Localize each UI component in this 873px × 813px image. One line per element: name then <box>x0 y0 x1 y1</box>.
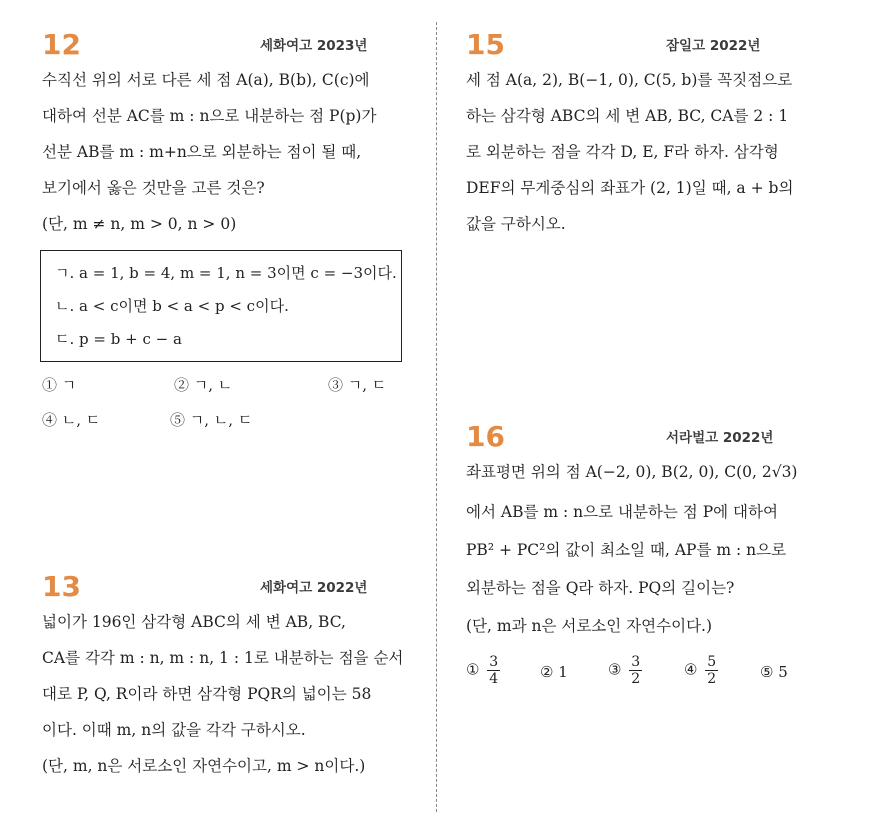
choice-fraction <box>487 654 500 687</box>
problem-number: 13 <box>42 570 81 603</box>
problem-text-line: PB² + PC²의 값이 최소일 때, AP를 m : n으로 <box>466 541 787 559</box>
problem-source: 세화여고 2023년 <box>260 38 368 54</box>
answer-choice[interactable]: ④ ㄴ, ㄷ <box>42 411 101 429</box>
answer-choice[interactable]: ② ㄱ, ㄴ <box>174 376 233 394</box>
choice-mark: ⑤ <box>760 663 774 681</box>
problem-source: 잠일고 2022년 <box>666 38 761 54</box>
bogi-box <box>40 250 402 362</box>
problem-text-line: 에서 AB를 m : n으로 내분하는 점 P에 대하여 <box>466 503 778 521</box>
bogi-item: ㄱ. a = 1, b = 4, m = 1, n = 3이면 c = −3이다. <box>55 264 397 282</box>
answer-choice[interactable]: ③ ㄱ, ㄷ <box>328 376 387 394</box>
answer-choice[interactable] <box>684 654 721 687</box>
answer-choice[interactable] <box>760 662 788 682</box>
problem-text-line: 보기에서 옳은 것만을 고른 것은? <box>42 179 265 197</box>
problem-text-line: 좌표평면 위의 점 A(−2, 0), B(2, 0), C(0, 2√3) <box>466 463 798 481</box>
answer-choice[interactable]: ① ㄱ <box>42 376 77 394</box>
fraction-numerator: 3 <box>489 654 499 670</box>
bogi-item: ㄷ. p = b + c − a <box>55 330 182 348</box>
fraction-denominator: 4 <box>489 671 499 687</box>
answer-choice[interactable]: ⑤ ㄱ, ㄴ, ㄷ <box>170 411 253 429</box>
problem-condition: (단, m과 n은 서로소인 자연수이다.) <box>466 617 713 635</box>
problem-13 <box>42 572 426 782</box>
problem-number: 12 <box>42 28 81 61</box>
choice-mark: ① <box>466 660 480 679</box>
problem-text-line: 세 점 A(a, 2), B(−1, 0), C(5, b)를 꼭짓점으로 <box>466 71 793 89</box>
problem-12 <box>42 30 426 440</box>
problem-16 <box>466 422 846 702</box>
bogi-item: ㄴ. a < c이면 b < a < p < c이다. <box>55 297 289 315</box>
fraction-denominator: 2 <box>631 671 641 687</box>
fraction-numerator: 3 <box>631 654 641 670</box>
choice-fraction <box>705 654 718 687</box>
problem-text-line: 수직선 위의 서로 다른 세 점 A(a), B(b), C(c)에 <box>42 71 370 89</box>
choice-value: 5 <box>778 663 788 681</box>
choice-mark: ④ <box>684 660 698 679</box>
choice-value: 1 <box>558 663 568 681</box>
problem-text-line: 로 외분하는 점을 각각 D, E, F라 하자. 삼각형 <box>466 143 779 161</box>
choice-fraction <box>629 654 642 687</box>
problem-text-line: 값을 구하시오. <box>466 215 566 233</box>
problem-text-line: DEF의 무게중심의 좌표가 (2, 1)일 때, a + b의 <box>466 179 794 197</box>
problem-text-line: 선분 AB를 m : m+n으로 외분하는 점이 될 때, <box>42 143 362 161</box>
problem-source: 세화여고 2022년 <box>260 580 368 596</box>
problem-text-line: 이다. 이때 m, n의 값을 각각 구하시오. <box>42 721 306 739</box>
column-divider <box>436 22 437 812</box>
fraction-numerator: 5 <box>707 654 717 670</box>
answer-choice[interactable] <box>608 654 645 687</box>
answer-choice[interactable] <box>540 662 568 682</box>
problem-condition: (단, m, n은 서로소인 자연수이고, m > n이다.) <box>42 757 366 775</box>
problem-text-line: 대로 P, Q, R이라 하면 삼각형 PQR의 넓이는 58 <box>42 685 372 703</box>
fraction-denominator: 2 <box>707 671 717 687</box>
problem-number: 16 <box>466 420 505 453</box>
problem-text-line: 외분하는 점을 Q라 하자. PQ의 길이는? <box>466 579 735 597</box>
problem-text-line: 하는 삼각형 ABC의 세 변 AB, BC, CA를 2 : 1 <box>466 107 789 125</box>
problem-source: 서라벌고 2022년 <box>666 430 774 446</box>
problem-condition: (단, m ≠ n, m > 0, n > 0) <box>42 215 237 233</box>
answer-choice[interactable] <box>466 654 503 687</box>
problem-text-line: 대하여 선분 AC를 m : n으로 내분하는 점 P(p)가 <box>42 107 377 125</box>
choice-mark: ② <box>540 663 554 681</box>
choice-mark: ③ <box>608 660 622 679</box>
problem-number: 15 <box>466 28 505 61</box>
problem-text-line: CA를 각각 m : n, m : n, 1 : 1로 내분하는 점을 순서 <box>42 649 404 667</box>
problem-15 <box>466 30 846 240</box>
problem-text-line: 넓이가 196인 삼각형 ABC의 세 변 AB, BC, <box>42 613 346 631</box>
